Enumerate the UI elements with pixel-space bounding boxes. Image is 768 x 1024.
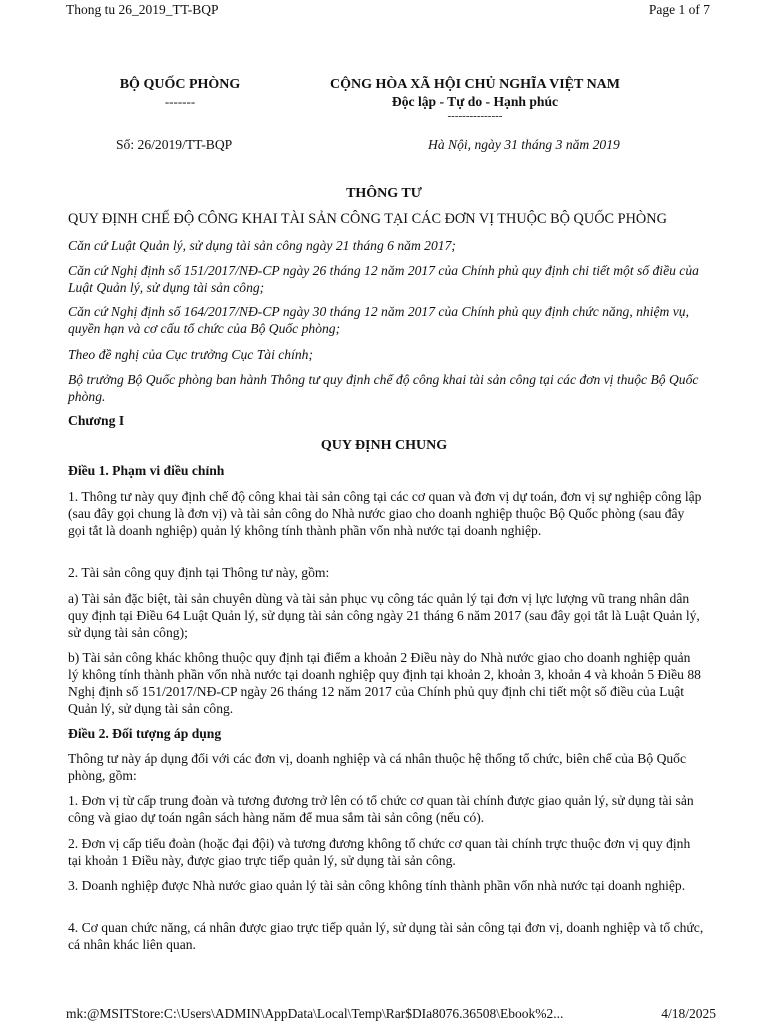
ministry-name: BỘ QUỐC PHÒNG <box>119 77 241 92</box>
article-paragraph: b) Tài sản công khác không thuộc quy định tại điểm a khoản 2 Điều này do Nhà nước giao cho doanh nghiệp quản lý không tính thành phần vốn nhà nước tại doanh nghiệp quy định tại khoản 2, khoản 3, khoản 4 và khoản 5 Điều 88 Nghị định số 151/2017/NĐ-CP ngày 26 tháng 12 năm 2017 của Chính phủ quy định chi tiết một số điều của Luật Quản lý, sử dụng tài sản công. <box>68 650 701 716</box>
article-paragraph: 3. Doanh nghiệp được Nhà nước giao quản lý tài sản công không tính thành phần vốn nhà nước tại doanh nghiệp. <box>68 878 686 893</box>
preamble-line: Căn cứ Nghị định số 164/2017/NĐ-CP ngày 30 tháng 12 năm 2017 của Chính phủ quy định chức năng, nhiệm vụ, quyền hạn và cơ cấu tổ chức của Bộ Quốc phòng; <box>68 304 689 336</box>
preamble-line: Theo đề nghị của Cục trưởng Cục Tài chính; <box>68 347 313 362</box>
article-title: Điều 2. Đối tượng áp dụng <box>68 726 222 741</box>
chapter-title: QUY ĐỊNH CHUNG <box>320 438 448 453</box>
national-motto: Độc lập - Tự do - Hạnh phúc <box>391 94 559 109</box>
preamble-line: Căn cứ Luật Quản lý, sử dụng tài sản công ngày 21 tháng 6 năm 2017; <box>68 238 456 253</box>
document-subtitle: QUY ĐỊNH CHẾ ĐỘ CÔNG KHAI TÀI SẢN CÔNG TẠI CÁC ĐƠN VỊ THUỘC BỘ QUỐC PHÒNG <box>68 211 667 227</box>
article-paragraph: 2. Đơn vị cấp tiểu đoàn (hoặc đại đội) và tương đương không tổ chức cơ quan tài chính trực thuộc đơn vị quy định tại khoản 1 Điều này, được giao trực tiếp quản lý, sử dụng tài sản công. <box>68 836 691 868</box>
page-header-doc-ref: Thong tu 26_2019_TT-BQP <box>66 2 219 17</box>
preamble-line: Căn cứ Nghị định số 151/2017/NĐ-CP ngày 26 tháng 12 năm 2017 của Chính phủ quy định chi tiết một số điều của Luật Quản lý, sử dụng tài sản công; <box>68 263 699 295</box>
motto-rule: --------------- <box>447 110 503 122</box>
page-footer-path: mk:@MSITStore:C:\Users\ADMIN\AppData\Local\Temp\Rar$DIa8076.36508\Ebook%2... <box>66 1006 564 1021</box>
article-paragraph: 2. Tài sản công quy định tại Thông tư này, gồm: <box>68 565 330 580</box>
article-paragraph: Thông tư này áp dụng đối với các đơn vị, doanh nghiệp và cá nhân thuộc hệ thống tổ chức, biên chế của Bộ Quốc phòng, gồm: <box>68 751 687 783</box>
chapter-label: Chương I <box>68 413 125 428</box>
document-title: THÔNG TƯ <box>346 186 422 201</box>
page-header-page-number: Page 1 of 7 <box>648 2 710 17</box>
article-paragraph: 1. Thông tư này quy định chế độ công khai tài sản công tại các cơ quan và đơn vị dự toán, đơn vị sự nghiệp công lập (sau đây gọi chung là đơn vị) và tài sản công do Nhà nước giao cho doanh nghiệp thuộc Bộ Quốc phòng (sau đây gọi tắt là doanh nghiệp) quản lý không tính thành phần vốn nhà nước tại doanh nghiệp. <box>68 489 702 538</box>
place-date: Hà Nội, ngày 31 tháng 3 năm 2019 <box>428 137 620 152</box>
preamble-line: Bộ trưởng Bộ Quốc phòng ban hành Thông tư quy định chế độ công khai tài sản công tại các đơn vị thuộc Bộ Quốc phòng. <box>68 372 699 404</box>
page-footer-date: 4/18/2025 <box>661 1006 716 1021</box>
country-name: CỘNG HÒA XÃ HỘI CHỦ NGHĨA VIỆT NAM <box>329 77 620 92</box>
article-title: Điều 1. Phạm vi điều chỉnh <box>68 463 225 478</box>
ministry-rule: ------- <box>164 94 196 109</box>
article-paragraph: 4. Cơ quan chức năng, cá nhân được giao trực tiếp quản lý, sử dụng tài sản công tại đơn vị, doanh nghiệp và tổ chức, cá nhân khác liên quan. <box>68 920 704 952</box>
document-number: Số: 26/2019/TT-BQP <box>116 137 233 152</box>
article-paragraph: a) Tài sản đặc biệt, tài sản chuyên dùng và tài sản phục vụ công tác quản lý tại đơn vị lực lượng vũ trang nhân dân quy định tại Điều 64 Luật Quản lý, sử dụng tài sản công ngày 21 tháng 6 năm 2017 (sau đây gọi tắt là Luật Quản lý, sử dụng tài sản công); <box>68 591 700 640</box>
article-paragraph: 1. Đơn vị từ cấp trung đoàn và tương đương trở lên có tổ chức cơ quan tài chính được giao quản lý, sử dụng tài sản công và giao dự toán ngân sách hàng năm để mua sắm tài sản công (nếu có). <box>68 793 694 825</box>
